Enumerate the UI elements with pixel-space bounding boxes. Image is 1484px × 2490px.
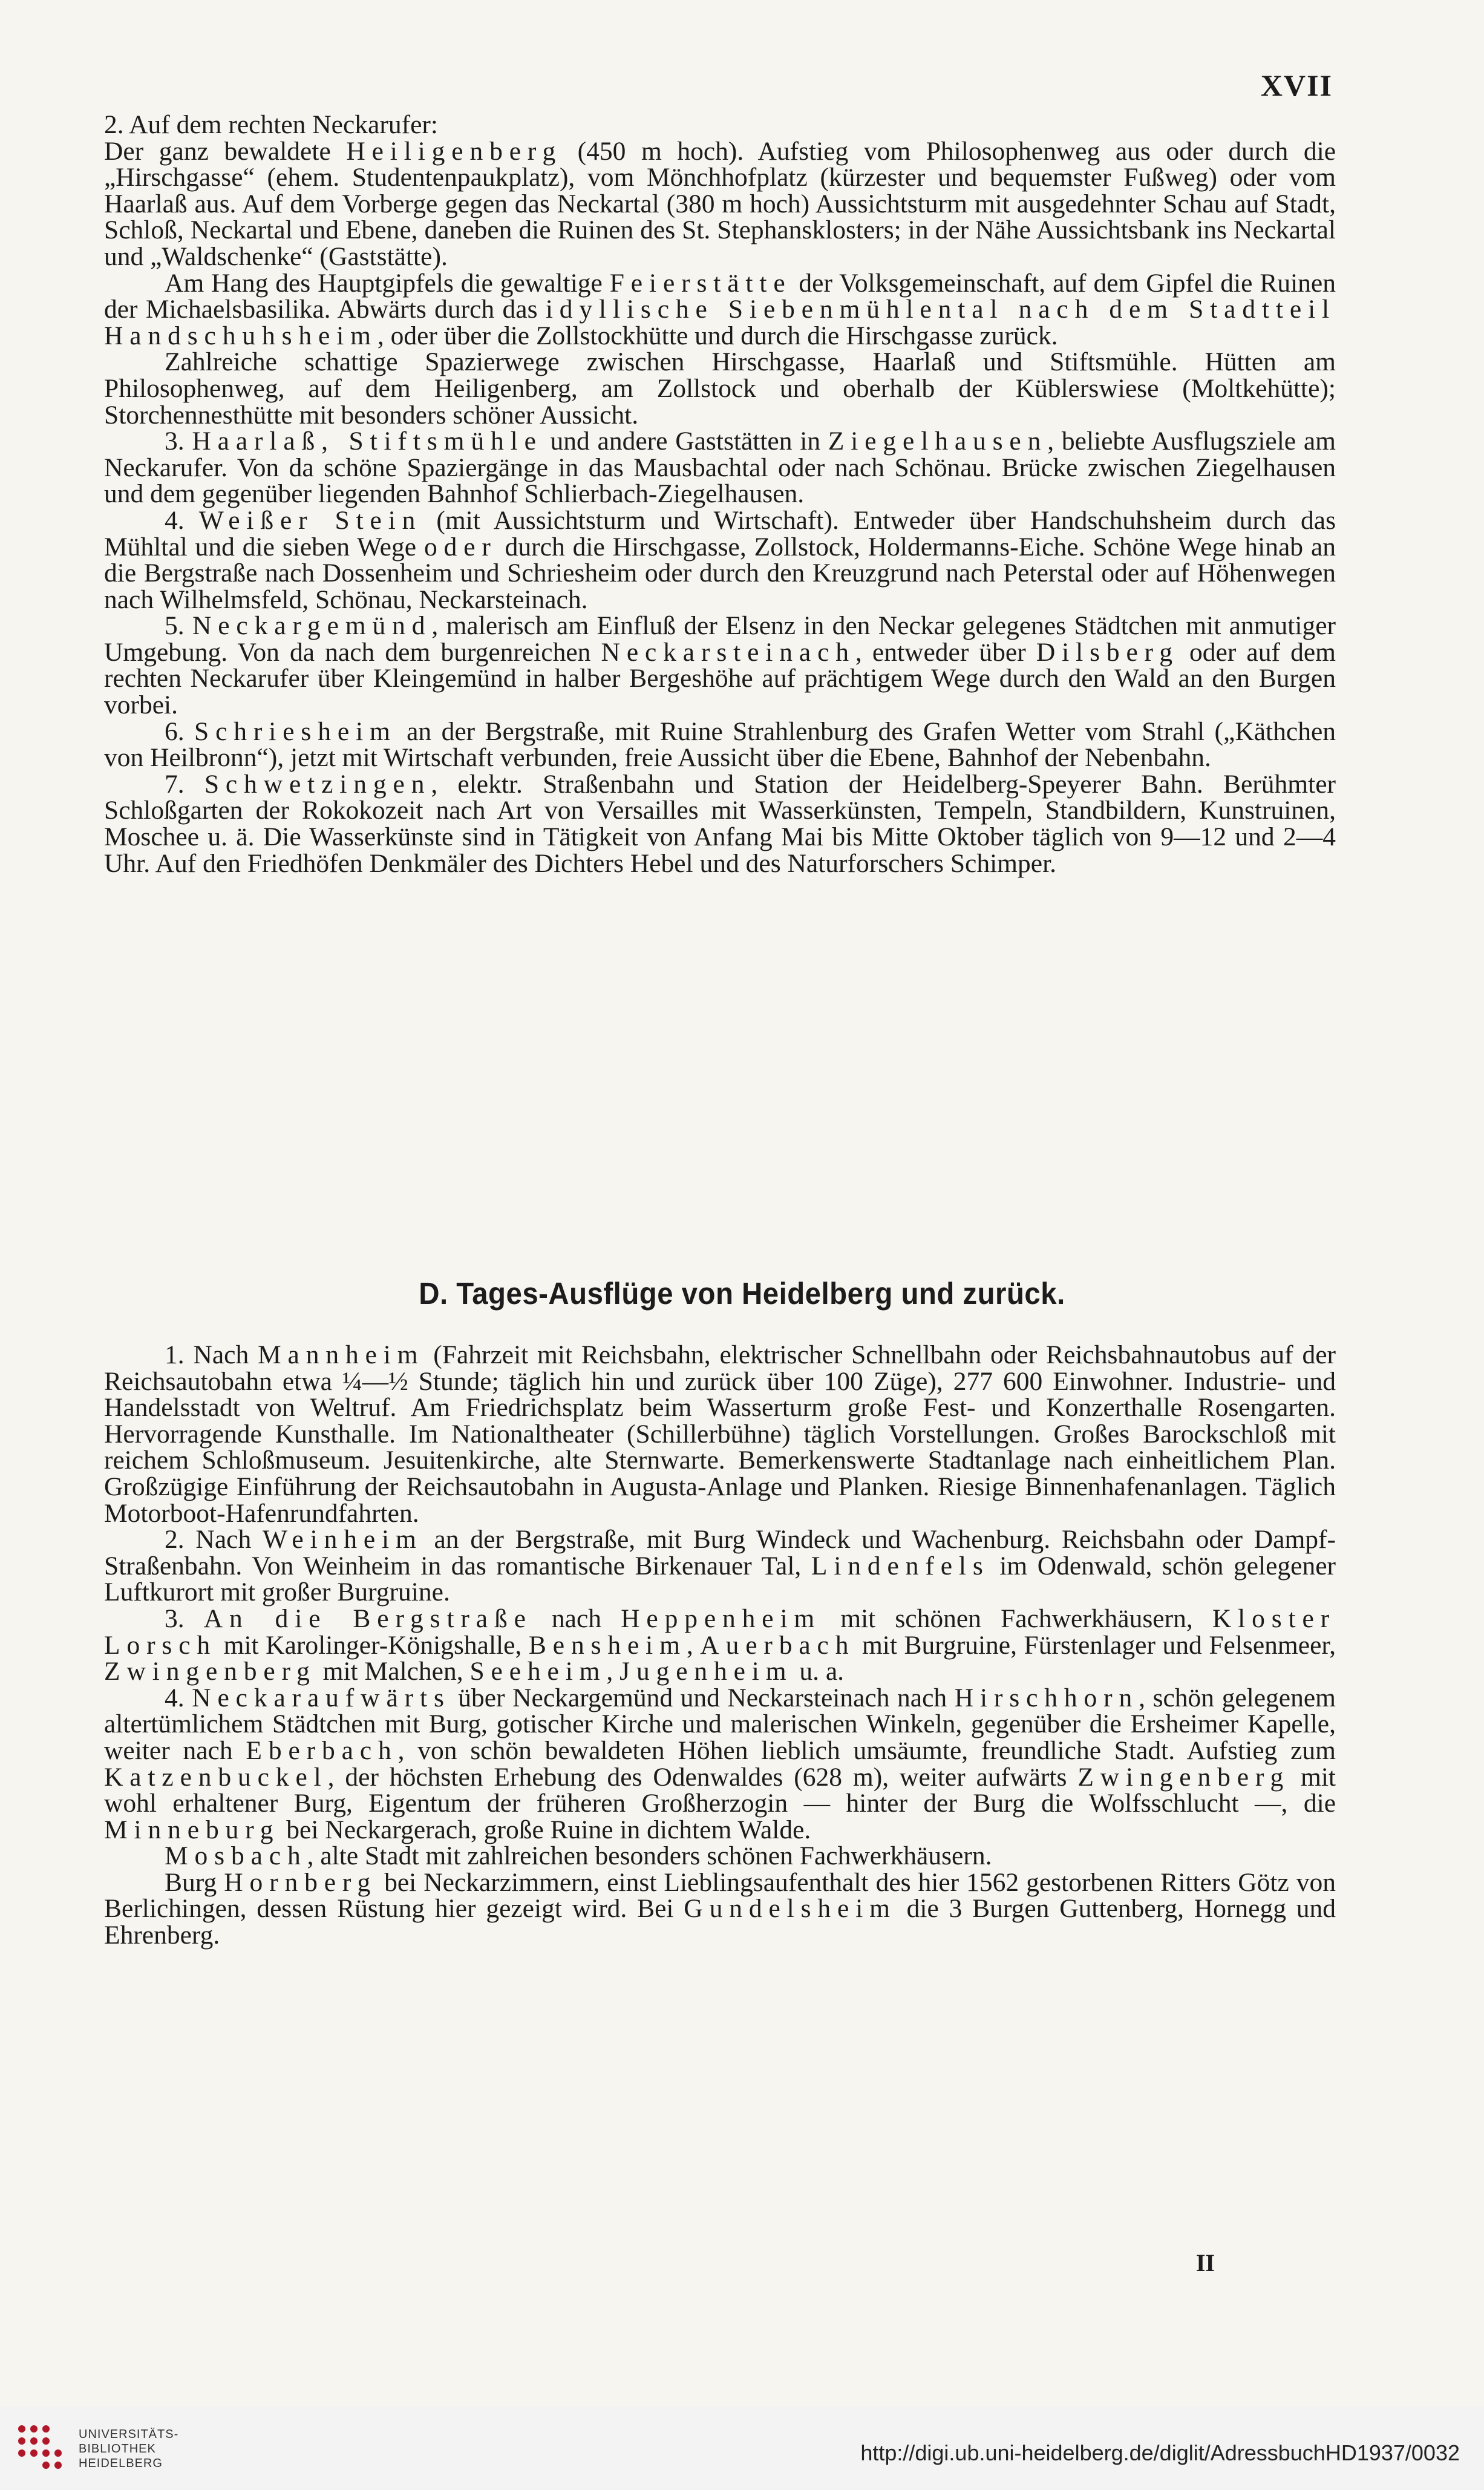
text-run: mit wohl erhaltener Burg, Eigentum der früheren Großherzogin — hinter der Burg die Wolfsschlucht —, die xyxy=(104,1762,1336,1818)
spaced-place-name: Dilsberg xyxy=(1036,637,1179,667)
spaced-place-name: Schwetzingen xyxy=(204,769,431,799)
text-run: im Odenwald, schön gelegener Luftkurort mit großer Burgruine. xyxy=(104,1551,1336,1607)
text-run: bei Neckarzimmern, einst Lieblingsaufenthalt des hier 1562 gestorbenen Ritters Götz von Berlichingen, dessen Rüstung hier gezeigt wird. Bei xyxy=(104,1867,1336,1924)
library-name-line: BIBLIOTHEK xyxy=(79,2442,156,2456)
library-name xyxy=(79,2427,178,2471)
paragraph xyxy=(104,1685,1336,1844)
text-run: , alte Stadt mit zahlreichen besonders schönen Fachwerkhäusern. xyxy=(307,1841,992,1871)
text-run: 1. Nach xyxy=(165,1340,258,1369)
spaced-place-name: Gundelsheim xyxy=(684,1894,897,1924)
text-run: und andere Gaststätten in xyxy=(542,427,828,456)
paragraph xyxy=(104,1867,1336,1950)
spaced-place-name: Kloster Lorsch xyxy=(104,1604,1336,1660)
text-run: (450 m hoch). Aufstieg vom Philosophenweg aus oder durch die „Hirschgasse“ (ehem. Studentenpaukplatz), vom Mönchhofplatz (kürzester und bequemster Fußweg) oder vom Haarlaß aus. Auf dem Vorberge gegen das Neckartal (380 m hoch) Aussichtsturm mit ausgedehnter Schau auf Stadt, Schloß, Neckartal und Ebene, daneben die Ruinen des St. Stephansklosters; in der Nähe Aussichtsbank ins Neckartal und „Waldschenke“ (Gaststätte). xyxy=(104,136,1336,271)
subheading: 2. Auf dem rechten Neckarufer: xyxy=(104,110,438,139)
text-run: , schön gelegenem altertümlichem Städtchen mit Burg, gotischer Kirche und malerischen Winkeln, gegenüber die Ersheimer Kapelle, weiter nach xyxy=(104,1683,1336,1765)
spaced-place-name: Neckargemünd xyxy=(192,611,432,641)
spaced-place-name: Lindenfels xyxy=(811,1551,990,1581)
spaced-place-name: Hornberg xyxy=(224,1867,378,1897)
page-number: XVII xyxy=(1260,68,1333,102)
text-run: 5. xyxy=(165,611,192,641)
paragraph xyxy=(104,613,1336,718)
text-run: mit schönen Fachwerkhäusern, xyxy=(821,1604,1212,1633)
spaced-place-name: Minneburg xyxy=(104,1815,280,1844)
source-url[interactable]: http://digi.ub.uni-heidelberg.de/diglit/AdressbuchHD1937/0032 xyxy=(860,2440,1460,2465)
signature-mark: II xyxy=(1195,2249,1215,2276)
text-run: , beliebte Ausflugsziele am Neckarufer. Von da schöne Spaziergänge in das Mausbachtal oder nach Schönau. Brücke zwischen Ziegelhausen und dem gegenüber liegenden Bahnhof Schlierbach-Ziegelhausen. xyxy=(104,427,1336,509)
text-run: , oder über die Zollstockhütte und durch die Hirschgasse zurück. xyxy=(377,321,1058,350)
text-run: , der höchsten Erhebung des Odenwaldes (628 m), weiter aufwärts xyxy=(327,1762,1078,1792)
paragraph xyxy=(104,270,1336,350)
text-run: 4. xyxy=(165,1683,192,1712)
section-excursions-right-bank xyxy=(104,112,1336,877)
text-run: Am Hang des Hauptgipfels die gewaltige xyxy=(165,268,610,298)
text-run: , xyxy=(686,1630,701,1660)
text-run: durch die Hirschgasse, Zollstock, Holdermanns-Eiche. Schöne Wege hinab an die Bergstraße nach Dossenheim und Schriesheim oder durch den Kreuzgrund nach Peterstal oder auf Höhenwegen nach Wilhelmsfeld, Schönau, Neckarsteinach. xyxy=(104,532,1336,614)
text-run: (Fahrzeit mit Reichsbahn, elektrischer Schnellbahn oder Reichsbahnautobus auf der Reichsautobahn etwa ¼—½ Stunde; täglich hin und zurück über 100 Züge), 277 600 Einwohner. Industrie- und Handelsstadt von Weltruf. Am Friedrichsplatz beim Wasserturm große Fest- und Konzerthalle Rosengarten. Hervorragende Kunsthalle. Im Nationaltheater (Schillerbühne) täglich Vorstellungen. Großes Barockschloß mit reichem Schloßmuseum. Jesuitenkirche, alte Sternwarte. Bemerkenswerte Stadtanlage nach einheitlichem Plan. Großzügige Einführung der Reichsautobahn in Augusta-Anlage und Planken. Riesige Binnenhafenanlagen. Täglich Motorboot-Hafenrundfahrten. xyxy=(104,1340,1336,1528)
paragraph xyxy=(104,769,1336,878)
spaced-place-name: idyllische Siebenmühlental nach dem Stadtteil Handschuhsheim xyxy=(104,295,1336,350)
spaced-place-name: Mannheim xyxy=(258,1340,425,1369)
library-name-line: UNIVERSITÄTS- xyxy=(79,2428,179,2441)
paragraph xyxy=(104,428,1336,508)
spaced-place-name: Feierstätte xyxy=(609,268,792,298)
spaced-place-name: Eberbach xyxy=(246,1735,398,1765)
library-name-line: HEIDELBERG xyxy=(79,2457,163,2470)
text-run: mit Karolinger-Königshalle, xyxy=(217,1630,529,1660)
spaced-place-name: Zwingenberg xyxy=(1077,1762,1290,1792)
text-run: 3. xyxy=(165,1604,204,1633)
spaced-place-name: Ziegelhausen xyxy=(828,427,1048,456)
paragraph xyxy=(104,505,1336,614)
text-run: 7. xyxy=(165,769,204,799)
spaced-place-name: Bensheim xyxy=(528,1630,687,1660)
spaced-place-name: Zwingenberg xyxy=(104,1657,316,1686)
text-run: Der ganz bewaldete xyxy=(104,136,347,166)
text-run: , xyxy=(606,1657,620,1686)
text-run: Burg xyxy=(165,1867,224,1897)
spaced-place-name: oder xyxy=(423,532,497,562)
spaced-place-name: Weinheim xyxy=(262,1525,423,1555)
university-library-logo xyxy=(13,2420,69,2476)
text-run: 6. xyxy=(165,716,195,746)
text-run: mit Burgruine, Fürstenlager und Felsenmeer, xyxy=(855,1630,1336,1660)
text-run: die 3 Burgen Guttenberg, Hornegg und Ehrenberg. xyxy=(104,1894,1336,1950)
paragraph xyxy=(104,1606,1336,1685)
text-run: , entweder über xyxy=(855,637,1036,667)
text-run: 2. Nach xyxy=(165,1525,263,1555)
text-run: oder auf dem rechten Neckarufer über Kleingemünd in halber Bergeshöhe auf prächtigem Wege durch den Wald an den Burgen vorbei. xyxy=(104,637,1336,720)
paragraph xyxy=(104,1527,1336,1606)
text-run: (mit Aussichtsturm und Wirtschaft). Entweder über Handschuhsheim durch das Mühltal und die sieben Wege xyxy=(104,505,1336,562)
spaced-place-name: Neckaraufwärts xyxy=(192,1683,451,1712)
section-day-trips xyxy=(104,1342,1336,1949)
spaced-place-name: Heiligenberg xyxy=(346,136,563,166)
paragraph xyxy=(104,349,1336,428)
spaced-place-name: Auerbach xyxy=(700,1630,855,1660)
text-run: 3. xyxy=(165,427,192,456)
text-run: an der Bergstraße, mit Ruine Strahlenburg des Grafen Wetter vom Strahl („Käthchen von Heilbronn“), jetzt mit Wirtschaft verbunden, freie Aussicht über die Ebene, Bahnhof der Nebenbahn. xyxy=(104,716,1336,773)
footer xyxy=(0,2407,1484,2490)
paragraph xyxy=(104,1843,1336,1870)
paragraph xyxy=(104,716,1336,773)
text-run: nach xyxy=(532,1604,621,1633)
text-run: mit Malchen, xyxy=(316,1657,470,1686)
spaced-place-name: Mosbach xyxy=(165,1841,307,1871)
spaced-place-name: An die Bergstraße xyxy=(203,1604,532,1633)
spaced-place-name: Katzenbuckel xyxy=(104,1762,328,1792)
spaced-place-name: Heppenheim xyxy=(621,1604,822,1633)
spaced-place-name: Weißer Stein xyxy=(198,505,422,535)
text-run: , elektr. Straßenbahn und Station der Heidelberg-Speyerer Bahn. Berühmter Schloßgarten der Rokokozeit nach Art von Versailles mit Wasserkünsten, Tempeln, Standbildern, Kunstruinen, Moschee u. ä. Die Wasserkünste sind in Tätigkeit von Anfang Mai bis Mitte Oktober täglich von 9—12 und 2—4 Uhr. Auf den Friedhöfen Denkmäler des Dichters Hebel und des Naturforschers Schimper. xyxy=(104,769,1336,878)
text-run: an der Bergstraße, mit Burg Windeck und Wachenburg. Reichsbahn oder Dampf-Straßenbahn. Von Weinheim in das romantische Birkenauer Tal, xyxy=(104,1525,1336,1581)
paragraph xyxy=(104,1342,1336,1527)
text-run: 4. xyxy=(165,505,199,535)
text-run: Zahlreiche schattige Spazierwege zwischen Hirschgasse, Haarlaß und Stiftsmühle. Hütten am Philosophenweg, auf dem Heiligenberg, am Zollstock und oberhalb der Küblerswiese (Moltkehütte); Storchennesthütte mit besonders schöner Aussicht. xyxy=(104,347,1336,430)
spaced-place-name: Hirschhorn xyxy=(954,1683,1139,1712)
section-heading: D. Tages-Ausflüge von Heidelberg und zurück. xyxy=(419,1276,1065,1311)
text-run: , von schön bewaldeten Höhen lieblich umsäumte, freundliche Stadt. Aufstieg zum xyxy=(397,1735,1336,1765)
spaced-place-name: Seeheim xyxy=(469,1657,607,1686)
text-run: über Neckargemünd und Neckarsteinach nach xyxy=(450,1683,955,1712)
spaced-place-name: Jugenheim xyxy=(619,1657,793,1686)
text-run: bei Neckargerach, große Ruine in dichtem Walde. xyxy=(279,1815,811,1844)
spaced-place-name: Neckarsteinach xyxy=(601,637,855,667)
text-run: u. a. xyxy=(793,1657,845,1686)
paragraph xyxy=(104,136,1336,271)
spaced-place-name: Schriesheim xyxy=(194,716,397,746)
text-run: der Volksgemeinschaft, auf dem Gipfel die Ruinen der Michaelsbasilika. Abwärts durch das xyxy=(104,268,1336,324)
spaced-place-name: Haarlaß, Stiftsmühle xyxy=(192,427,543,456)
text-run: , malerisch am Einfluß der Elsenz in den Neckar gelegenes Städtchen mit anmutiger Umgebung. Von da nach dem burgenreichen xyxy=(104,611,1336,667)
